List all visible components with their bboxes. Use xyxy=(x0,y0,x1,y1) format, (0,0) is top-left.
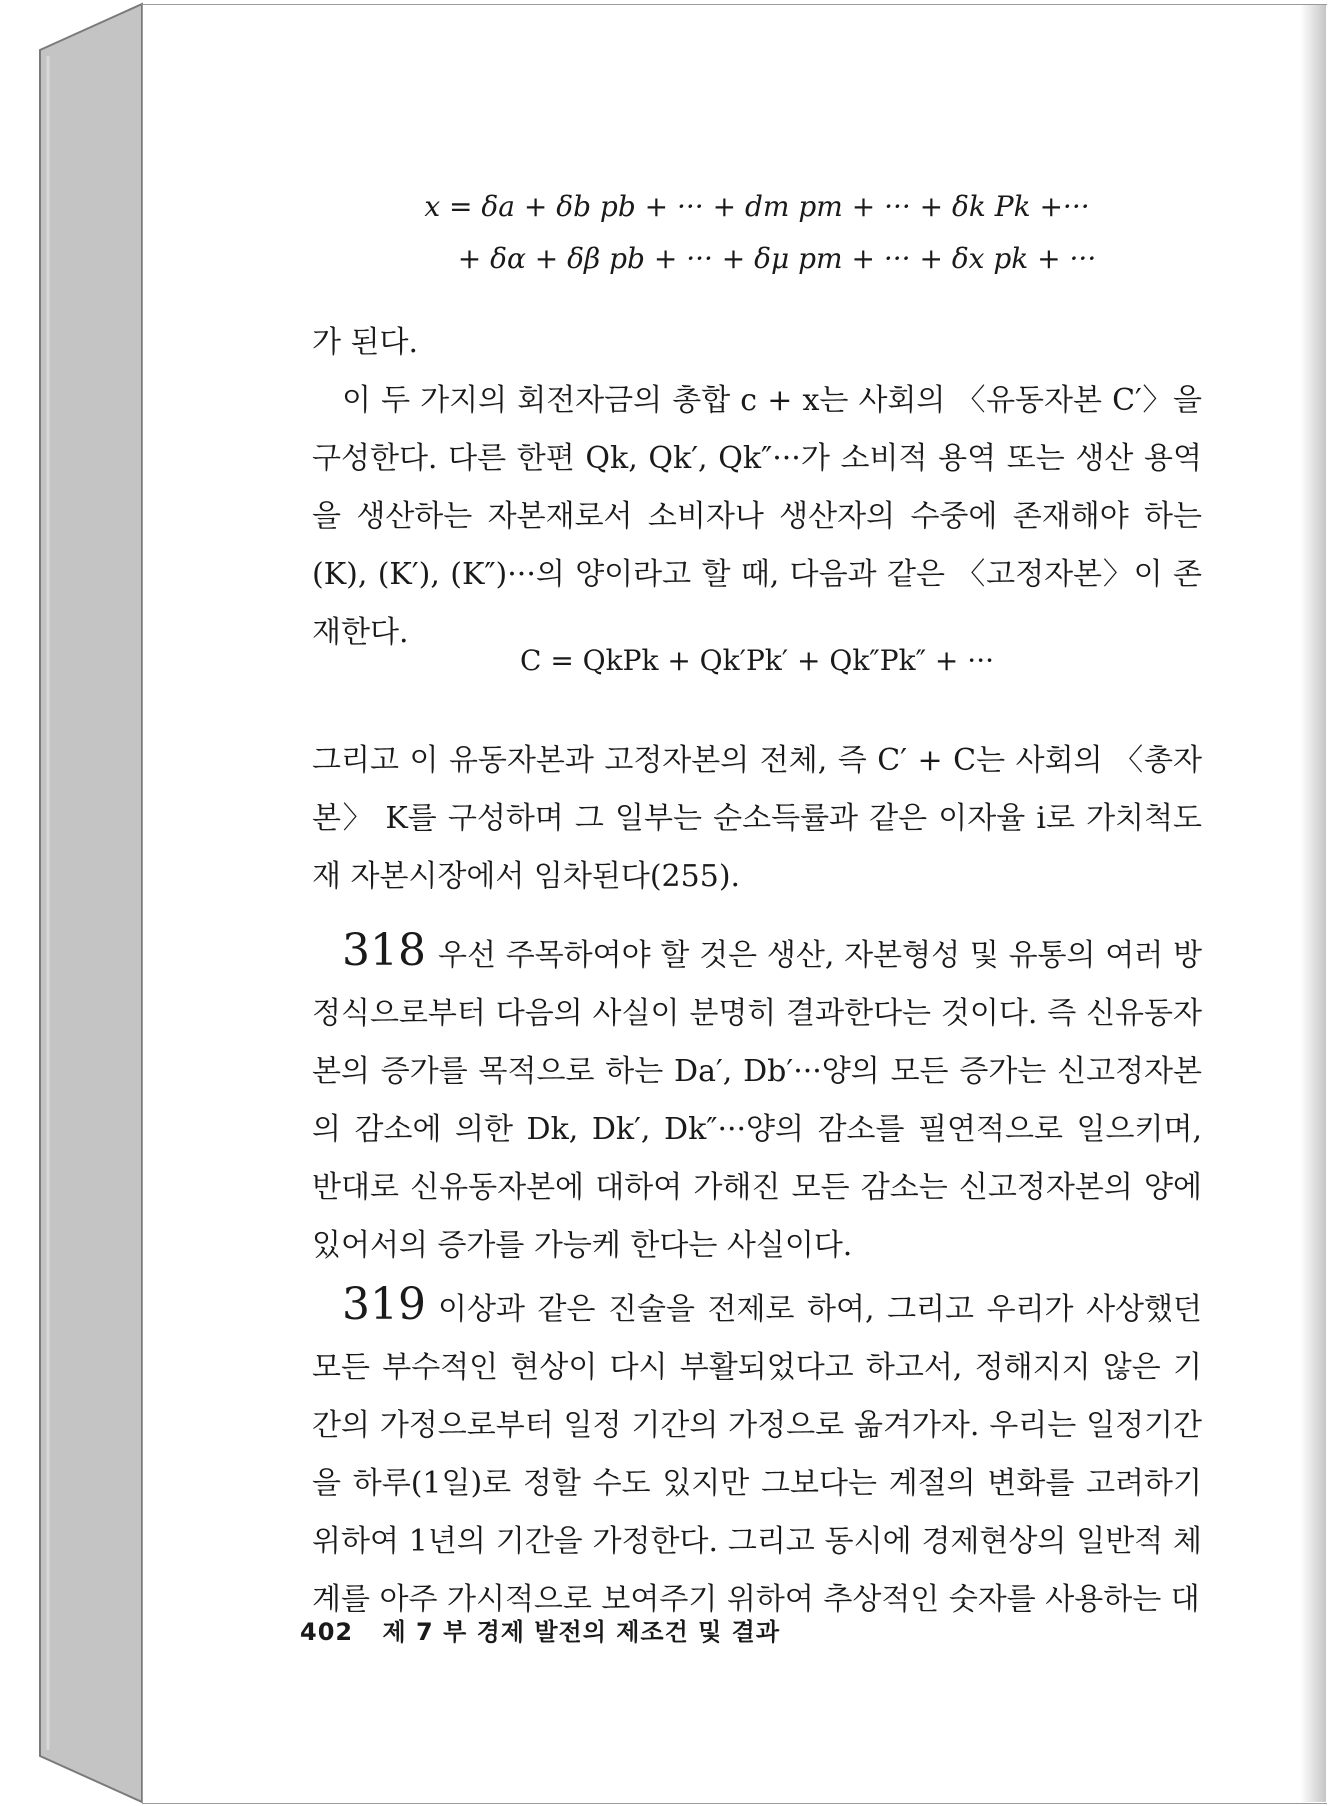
paragraph-circulating-capital: 이 두 가지의 회전자금의 총합 c + x는 사회의 〈유동자본 C′〉을 구성한다. 다른 한편 Qk, Qk′, Qk″···가 소비적 용역 또는 생산 용역을 생산하는 자본재로서 소비자나 생산자의 수중에 존재해야 하는 (K), (K′), (K″)···의 양이라고 할 때, 다음과 같은 〈고정자본〉이 존재한다. xyxy=(312,383,1202,650)
section-number-318: 318 xyxy=(342,925,426,976)
section-number-319: 319 xyxy=(342,1279,426,1330)
section-318 xyxy=(312,922,1202,1275)
equation-fixed-capital: C = QkPk + Qk′Pk′ + Qk″Pk″ + ··· xyxy=(520,644,994,677)
equation-x-line-2: + δα + δβ pb + ··· + δμ pm + ··· + δx pk + ··· xyxy=(457,242,1097,275)
page-footer xyxy=(300,1612,780,1647)
paragraph-group-1 xyxy=(312,314,1202,662)
section-318-paragraph xyxy=(312,922,1202,1275)
section-319-text: 이상과 같은 진술을 전제로 하여, 그리고 우리가 사상했던 모든 부수적인 현상이 다시 부활되었다고 하고서, 정해지지 않은 기간의 가정으로부터 일정 기간의 가정으로 옮겨가자. 우리는 일정기간을 하루(1일)로 정할 수도 있지만 그보다는 계절의 변화를 고려하기 위하여 1년의 기간을 가정한다. 그리고 동시에 경제현상의 일반적 체계를 아주 가시적으로 보여주기 위하여 추상적인 숫자를 사용하는 대 xyxy=(312,1292,1202,1617)
section-319 xyxy=(312,1276,1202,1629)
section-319-paragraph xyxy=(312,1276,1202,1629)
page-number: 402 xyxy=(300,1618,354,1646)
equation-x-line-1: x = δa + δb pb + ··· + dm pm + ··· + δk Pk +··· xyxy=(424,190,1090,223)
page-edge-shadow xyxy=(1300,4,1326,1802)
paragraph-ga-doenda: 가 된다. xyxy=(312,325,419,360)
paragraph-group-2 xyxy=(312,732,1202,906)
paragraph-total-capital: 그리고 이 유동자본과 고정자본의 전체, 즉 C′ + C는 사회의 〈총자본〉 K를 구성하며 그 일부는 순소득률과 같은 이자율 i로 가치척도재 자본시장에서 임차된다(255). xyxy=(312,743,1202,894)
section-318-text: 우선 주목하여야 할 것은 생산, 자본형성 및 유통의 여러 방정식으로부터 다음의 사실이 분명히 결과한다는 것이다. 즉 신유동자본의 증가를 목적으로 하는 Da′, Db′···양의 모든 증가는 신고정자본의 감소에 의한 Dk, Dk′, Dk″···양의 감소를 필연적으로 일으키며, 반대로 신유동자본에 대하여 가해진 모든 감소는 신고정자본의 양에 있어서의 증가를 가능케 한다는 사실이다. xyxy=(312,938,1202,1263)
running-title: 제 7 부 경제 발전의 제조건 및 결과 xyxy=(382,1618,781,1646)
book-side-panel xyxy=(40,4,142,1802)
